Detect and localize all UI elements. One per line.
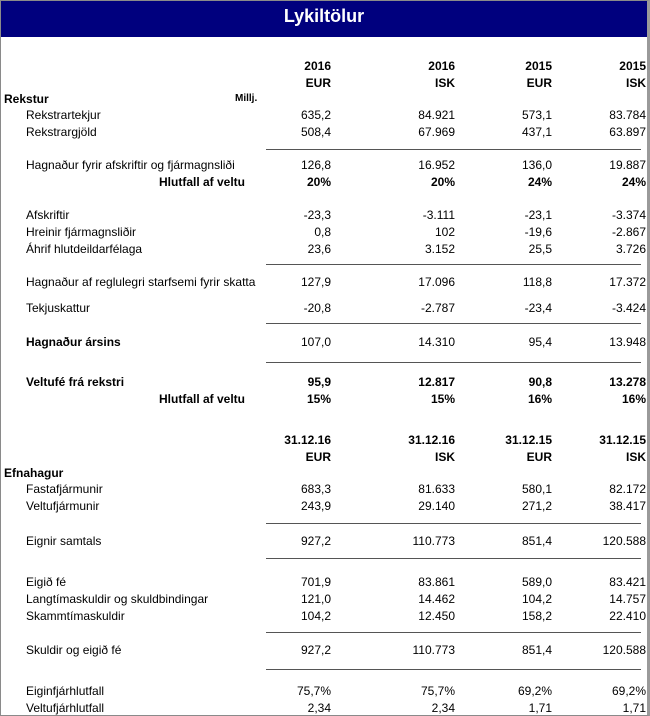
row-label: Fastafjármunir	[26, 482, 103, 496]
row-value: 573,1	[521, 108, 552, 122]
row-value: 20%	[430, 175, 455, 189]
row-value: 107,0	[300, 335, 331, 349]
col-header-currency: EUR	[305, 76, 331, 90]
row-value: 3.152	[424, 242, 455, 256]
col-header-year: 2016	[428, 59, 455, 73]
row-value: 19.887	[609, 158, 646, 172]
row-label: Tekjuskattur	[26, 301, 91, 315]
row-value: 16%	[527, 392, 552, 406]
row-value: 83.784	[609, 108, 646, 122]
row-value: -2.787	[420, 301, 455, 315]
row-value: -3.424	[611, 301, 646, 315]
row-value: 67.969	[418, 125, 455, 139]
row-value: 120.588	[602, 534, 646, 548]
row-value: 136,0	[521, 158, 552, 172]
row-divider	[266, 558, 641, 559]
row-divider	[266, 149, 641, 150]
row-value: 104,2	[300, 609, 331, 623]
row-value: 589,0	[521, 575, 552, 589]
row-label: Áhrif hlutdeildarfélaga	[26, 242, 143, 256]
row-value: 95,9	[307, 375, 331, 389]
row-value: 15%	[306, 392, 331, 406]
row-label: Skammtímaskuldir	[26, 609, 125, 623]
row-value: 851,4	[521, 643, 552, 657]
unit-label: Millj.	[235, 93, 258, 104]
col-header-currency: ISK	[434, 450, 455, 464]
row-value: 12.450	[418, 609, 455, 623]
row-value: 437,1	[521, 125, 552, 139]
row-value: 82.172	[609, 482, 646, 496]
row-value: 14.310	[418, 335, 455, 349]
col-header-year: 2016	[304, 59, 331, 73]
col-header-currency: ISK	[434, 76, 455, 90]
row-label: Langtímaskuldir og skuldbindingar	[26, 592, 209, 606]
section-title-rekstur: Rekstur	[4, 92, 49, 106]
row-value: 17.096	[418, 275, 455, 289]
row-label: Veltufjárhlutfall	[26, 701, 105, 715]
row-value: 927,2	[300, 643, 331, 657]
row-value: 13.948	[609, 335, 646, 349]
row-label: Afskriftir	[26, 208, 70, 222]
row-value: 110.773	[412, 534, 455, 548]
row-value: -19,6	[524, 225, 552, 239]
row-divider	[266, 523, 641, 524]
row-value: 17.372	[609, 275, 646, 289]
col-header-date: 31.12.15	[599, 433, 646, 447]
row-label: Hreinir fjármagnsliðir	[26, 225, 137, 239]
col-header-currency: EUR	[526, 76, 552, 90]
row-label: Hagnaður af reglulegri starfsemi fyrir skatta	[26, 275, 256, 289]
row-value: 118,8	[522, 275, 552, 289]
row-value: 2,34	[431, 701, 455, 715]
row-value: 110.773	[412, 643, 455, 657]
row-value: 69,2%	[611, 684, 646, 698]
row-value: 580,1	[521, 482, 552, 496]
row-value: 1,71	[528, 701, 552, 715]
row-value: 683,3	[300, 482, 331, 496]
row-value: 23,6	[307, 242, 331, 256]
row-divider	[266, 323, 641, 324]
row-divider	[266, 362, 641, 363]
col-header-date: 31.12.16	[284, 433, 331, 447]
row-label: Eiginfjárhlutfall	[26, 684, 105, 698]
row-divider	[266, 669, 641, 670]
row-label: Hagnaður ársins	[26, 335, 121, 349]
row-value: 83.861	[418, 575, 455, 589]
row-label: Rekstrartekjur	[26, 108, 101, 122]
row-value: 2,34	[307, 701, 331, 715]
row-value: 15%	[430, 392, 455, 406]
row-value: 75,7%	[420, 684, 455, 698]
row-value: -3.374	[611, 208, 646, 222]
row-value: 701,9	[300, 575, 331, 589]
row-value: 635,2	[300, 108, 331, 122]
row-value: 1,71	[622, 701, 646, 715]
row-label: Skuldir og eigið fé	[26, 643, 122, 657]
row-value: 13.278	[609, 375, 646, 389]
row-value: 508,4	[300, 125, 331, 139]
col-header-currency: ISK	[625, 450, 646, 464]
row-label: Hlutfall af veltu	[159, 392, 246, 406]
row-value: 25,5	[528, 242, 552, 256]
row-value: 16.952	[418, 158, 455, 172]
row-label: Veltufjármunir	[26, 499, 100, 513]
row-value: -20,8	[303, 301, 331, 315]
row-value: 24%	[527, 175, 552, 189]
row-value: 927,2	[300, 534, 331, 548]
row-value: 120.588	[602, 643, 646, 657]
row-value: 20%	[306, 175, 331, 189]
row-value: 14.462	[418, 592, 455, 606]
col-header-currency: EUR	[526, 450, 552, 464]
row-value: 851,4	[521, 534, 552, 548]
row-value: 3.726	[615, 242, 646, 256]
row-label: Eignir samtals	[26, 534, 102, 548]
row-value: -2.867	[611, 225, 646, 239]
page-title: Lykiltölur	[1, 1, 647, 37]
row-value: 127,9	[300, 275, 331, 289]
row-value: 0,8	[314, 225, 331, 239]
row-value: 243,9	[300, 499, 331, 513]
row-value: 24%	[621, 175, 646, 189]
row-value: 12.817	[418, 375, 455, 389]
row-label: Eigið fé	[26, 575, 67, 589]
row-value: 104,2	[521, 592, 552, 606]
row-value: 121,0	[300, 592, 331, 606]
row-value: 84.921	[418, 108, 455, 122]
row-value: 22.410	[609, 609, 646, 623]
row-value: 38.417	[609, 499, 646, 513]
row-value: 158,2	[521, 609, 552, 623]
row-value: 126,8	[300, 158, 331, 172]
row-value: 81.633	[418, 482, 455, 496]
row-value: 69,2%	[517, 684, 552, 698]
row-label: Veltufé frá rekstri	[26, 375, 125, 389]
col-header-date: 31.12.15	[505, 433, 552, 447]
col-header-date: 31.12.16	[408, 433, 455, 447]
row-value: 29.140	[418, 499, 455, 513]
row-value: 90,8	[528, 375, 552, 389]
row-value: 14.757	[609, 592, 646, 606]
row-divider	[266, 264, 641, 265]
row-value: 75,7%	[296, 684, 331, 698]
row-label: Hlutfall af veltu	[159, 175, 246, 189]
row-value: -23,4	[524, 301, 552, 315]
row-value: 83.421	[609, 575, 646, 589]
row-value: -23,1	[524, 208, 552, 222]
row-value: 271,2	[521, 499, 552, 513]
section-title-efnahagur: Efnahagur	[4, 466, 64, 480]
row-value: 63.897	[609, 125, 646, 139]
row-value: -3.111	[422, 208, 455, 222]
row-value: 102	[434, 225, 455, 239]
row-label: Rekstrargjöld	[26, 125, 97, 139]
row-divider	[266, 632, 641, 633]
col-header-currency: ISK	[625, 76, 646, 90]
row-value: 16%	[621, 392, 646, 406]
col-header-year: 2015	[525, 59, 552, 73]
row-label: Hagnaður fyrir afskriftir og fjármagnsliði	[26, 158, 235, 172]
col-header-year: 2015	[619, 59, 646, 73]
row-value: 95,4	[528, 335, 552, 349]
col-header-currency: EUR	[305, 450, 331, 464]
row-value: -23,3	[303, 208, 331, 222]
